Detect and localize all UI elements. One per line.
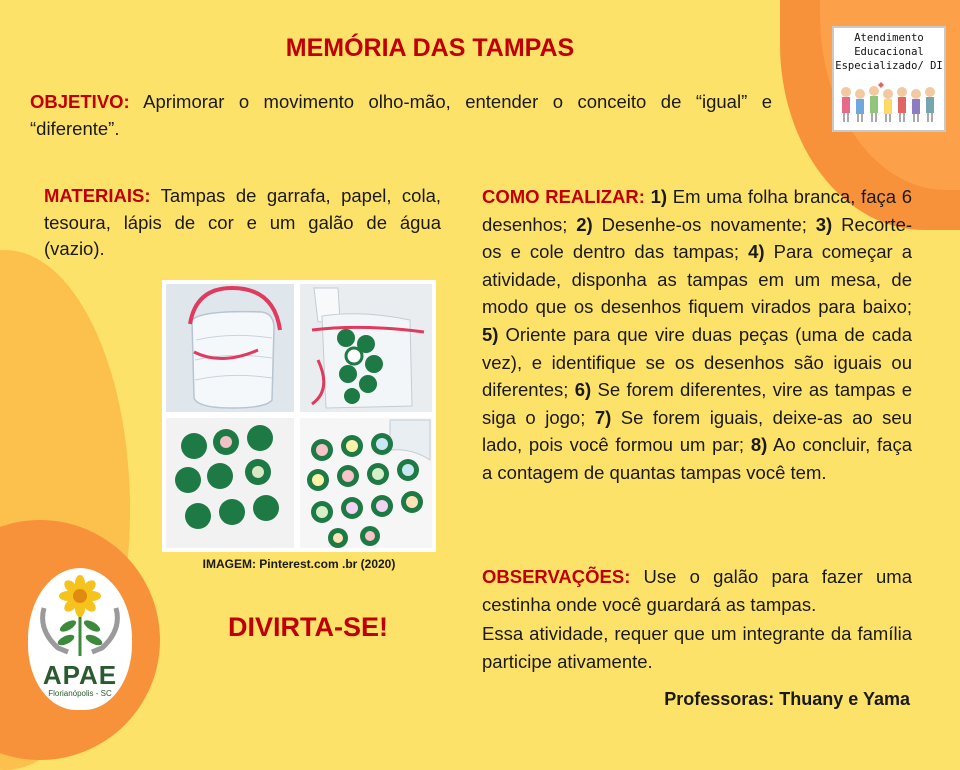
objective-text: Aprimorar o movimento olho-mão, entender o conceito de “igual” e “diferente”.: [30, 91, 772, 139]
apae-flower-hands-icon: [28, 568, 132, 660]
step-number: 1): [650, 186, 668, 207]
step-number: 6): [574, 379, 592, 401]
bottle-caps-photo-illustration: [162, 280, 436, 552]
materials-label: MATERIAIS:: [44, 185, 151, 206]
observations-note: Essa atividade, requer que um integrante da família participe ativamente.: [482, 623, 912, 672]
step-text: Se forem iguais, deixe-as ao seu lado, pois você formou um par;: [482, 406, 913, 456]
aee-line-2: Educacional: [854, 46, 924, 58]
step-text: Desenhe-os novamente;: [601, 213, 807, 235]
apae-name: APAE: [42, 660, 118, 690]
observations-text: Use o galão para fazer uma cestinha onde você guardará as tampas.: [482, 566, 912, 615]
closing-message: DIVIRTA-SE!: [228, 612, 388, 642]
step-number: 7): [594, 406, 612, 428]
objective-paragraph: [30, 88, 772, 142]
image-caption: IMAGEM: Pinterest.com .br (2020): [202, 557, 396, 571]
objective-label: OBJETIVO:: [30, 91, 130, 112]
step-text: Para começar a atividade, disponha as tampas em um mesa, de modo que os desenhos fiquem virados para baixo;: [482, 241, 912, 318]
step-text: Ao concluir, faça a contagem de quantas tampas você tem.: [482, 434, 912, 483]
teachers-credit: Professoras: Thuany e Yama: [664, 689, 910, 709]
step-number: 2): [576, 213, 593, 235]
aee-badge-text: [834, 28, 944, 73]
how-to-label: COMO REALIZAR:: [482, 186, 645, 207]
step-text: Oriente para que vire duas peças (uma de cada vez), e identifique se os desenhos são iguais ou diferentes;: [482, 323, 912, 401]
apae-logo: [28, 568, 132, 710]
step-number: 5): [482, 323, 499, 345]
step-text: Em uma folha branca, faça 6 desenhos;: [482, 186, 912, 235]
step-number: 8): [750, 434, 768, 456]
children-drawing-icon: [838, 82, 938, 126]
step-text: Se forem diferentes, vire as tampas e siga o jogo;: [482, 379, 913, 428]
materials-text: Tampas de garrafa, papel, cola, tesoura, lápis de cor e um galão de água (vazio).: [44, 185, 441, 259]
activity-photo: [162, 280, 436, 552]
step-number: 4): [748, 241, 765, 263]
aee-line-3: Especializado/ DI: [835, 60, 943, 72]
step-number: 3): [815, 213, 833, 235]
page-title: MEMÓRIA DAS TAMPAS: [285, 34, 575, 62]
observations-label: OBSERVAÇÕES:: [482, 566, 631, 587]
materials-paragraph: [44, 183, 441, 263]
observations-paragraph: [482, 563, 912, 618]
aee-badge: [832, 26, 946, 132]
aee-line-1: Atendimento: [854, 32, 924, 44]
apae-city: Florianópolis - SC: [48, 689, 112, 698]
how-to-paragraph: [482, 183, 912, 487]
step-text: Recorte-os e cole dentro das tampas;: [482, 213, 913, 263]
